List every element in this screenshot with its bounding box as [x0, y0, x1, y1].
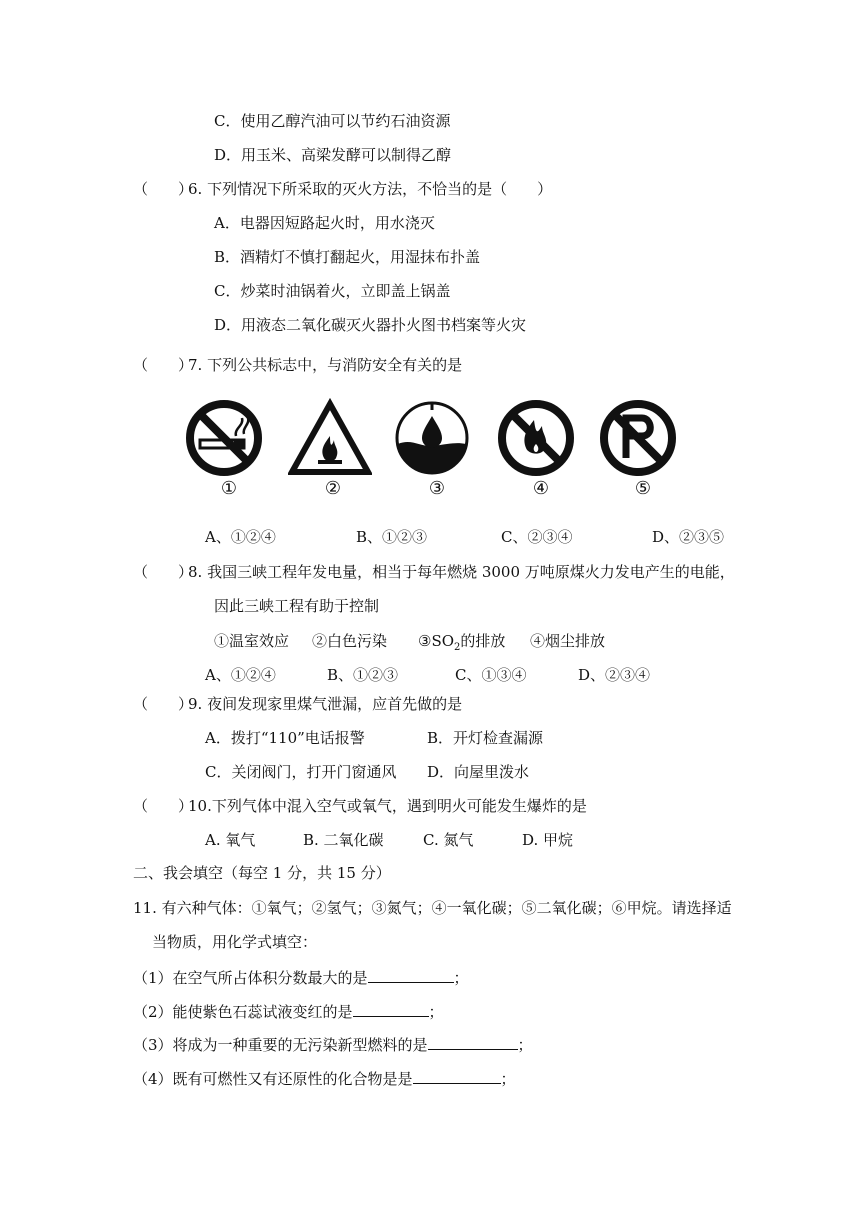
q11-part-2 — [133, 1000, 444, 1022]
sign-4 — [496, 398, 586, 508]
q8-item-1: ①温室效应 — [214, 632, 290, 650]
q9-option-d: D．向屋里泼水 — [427, 763, 530, 781]
sign-2 — [288, 398, 378, 508]
q11-stem: 11. 有六种气体：①氧气；②氢气；③氮气；④一氧化碳；⑤二氧化碳；⑥甲烷。请选择适 — [133, 899, 732, 917]
q6-option-c: C．炒菜时油锅着火，立即盖上锅盖 — [214, 282, 451, 300]
q11-part-3-end: ； — [517, 1036, 533, 1054]
q5-option-d: D．用玉米、高梁发酵可以制得乙醇 — [214, 146, 452, 164]
q8-item-3 — [418, 631, 505, 658]
q8-item-3-sub: 2 — [454, 642, 461, 653]
flammable-warning-sign-icon — [288, 398, 372, 478]
q6-option-b: B．酒精灯不慎打翻起火，用湿抹布扑盖 — [214, 248, 481, 266]
q10-answer-paren[interactable]: （ ） — [133, 797, 194, 815]
q11-part-3-blank[interactable] — [428, 1033, 518, 1050]
q7-option-b: B、①②③ — [356, 528, 428, 546]
q11-part-4 — [133, 1067, 516, 1089]
q9-option-b: B．开灯检查漏源 — [427, 729, 544, 747]
q11-part-2-blank[interactable] — [353, 1000, 429, 1017]
q11-part-4-blank[interactable] — [413, 1067, 501, 1084]
q8-item-4: ④烟尘排放 — [530, 632, 606, 650]
q10-stem: 10.下列气体中混入空气或氧气，遇到明火可能发生爆炸的是 — [188, 797, 587, 815]
sign-3-number: ③ — [428, 478, 446, 499]
q10-option-c: C. 氮气 — [423, 831, 474, 849]
q8-stem: 8. 我国三峡工程年发电量，相当于每年燃烧 3000 万吨原煤火力发电产生的电能， — [188, 563, 735, 581]
q11-part-1-blank[interactable] — [368, 966, 454, 983]
section-2-title: 二、我会填空（每空 1 分，共 15 分） — [133, 864, 391, 882]
no-parking-sign-icon — [598, 398, 678, 478]
q11-part-4-text: （4）既有可燃性又有还原性的化合物是是 — [133, 1070, 413, 1088]
q6-option-d: D．用液态二氧化碳灭火器扑火图书档案等火灾 — [214, 316, 527, 334]
q11-stem-continued: 当物质，用化学式填空： — [152, 933, 318, 951]
q8-item-3-post: 的排放 — [460, 632, 506, 650]
q8-stem-continued: 因此三峡工程有助于控制 — [214, 597, 380, 615]
q11-part-4-end: ； — [500, 1070, 516, 1088]
q8-item-2: ②白色污染 — [312, 632, 388, 650]
q7-stem: 7. 下列公共标志中，与消防安全有关的是 — [188, 356, 463, 374]
sign-5-number: ⑤ — [634, 478, 652, 499]
q11-part-2-text: （2）能使紫色石蕊试液变红的是 — [133, 1003, 353, 1021]
sign-4-number: ④ — [532, 478, 550, 499]
q7-option-a: A、①②④ — [205, 528, 276, 546]
q9-option-a: A．拨打“110”电话报警 — [205, 729, 365, 747]
q11-part-1-text: （1）在空气所占体积分数最大的是 — [133, 969, 368, 987]
q9-option-c: C．关闭阀门，打开门窗通风 — [205, 763, 397, 781]
q8-option-d: D、②③④ — [578, 666, 651, 684]
q11-part-3 — [133, 1033, 533, 1055]
q8-option-c: C、①③④ — [455, 666, 527, 684]
q11-part-1-end: ； — [453, 969, 469, 987]
q6-option-a: A．电器因短路起火时，用水浇灭 — [214, 214, 435, 232]
q11-part-1 — [133, 966, 469, 988]
q10-option-b: B. 二氧化碳 — [303, 831, 384, 849]
sign-5 — [598, 398, 688, 508]
q7-signs — [182, 398, 682, 508]
q9-stem: 9. 夜间发现家里煤气泄漏，应首先做的是 — [188, 695, 463, 713]
q11-part-2-end: ； — [428, 1003, 444, 1021]
q9-answer-paren[interactable]: （ ） — [133, 695, 194, 713]
q8-item-3-pre: ③SO — [418, 632, 455, 650]
q5-option-c: C．使用乙醇汽油可以节约石油资源 — [214, 112, 451, 130]
q8-option-b: B、①②③ — [327, 666, 399, 684]
sign-1-number: ① — [220, 478, 238, 499]
sign-2-number: ② — [324, 478, 342, 499]
q7-option-d: D、②③⑤ — [652, 528, 725, 546]
sign-3 — [392, 398, 482, 508]
q6-stem: 6. 下列情况下所采取的灭火方法，不恰当的是（ ） — [188, 180, 553, 198]
no-smoking-sign-icon — [184, 398, 264, 478]
no-open-flame-sign-icon — [496, 398, 576, 478]
sign-1 — [184, 398, 274, 508]
q7-answer-paren[interactable]: （ ） — [133, 356, 194, 374]
q11-part-3-text: （3）将成为一种重要的无污染新型燃料的是 — [133, 1036, 428, 1054]
q8-answer-paren[interactable]: （ ） — [133, 563, 194, 581]
q8-option-a: A、①②④ — [205, 666, 276, 684]
water-conservation-sign-icon — [392, 398, 472, 478]
q10-option-a: A. 氧气 — [205, 831, 256, 849]
q10-option-d: D. 甲烷 — [522, 831, 574, 849]
q7-option-c: C、②③④ — [501, 528, 573, 546]
q6-answer-paren[interactable]: （ ） — [133, 180, 194, 198]
